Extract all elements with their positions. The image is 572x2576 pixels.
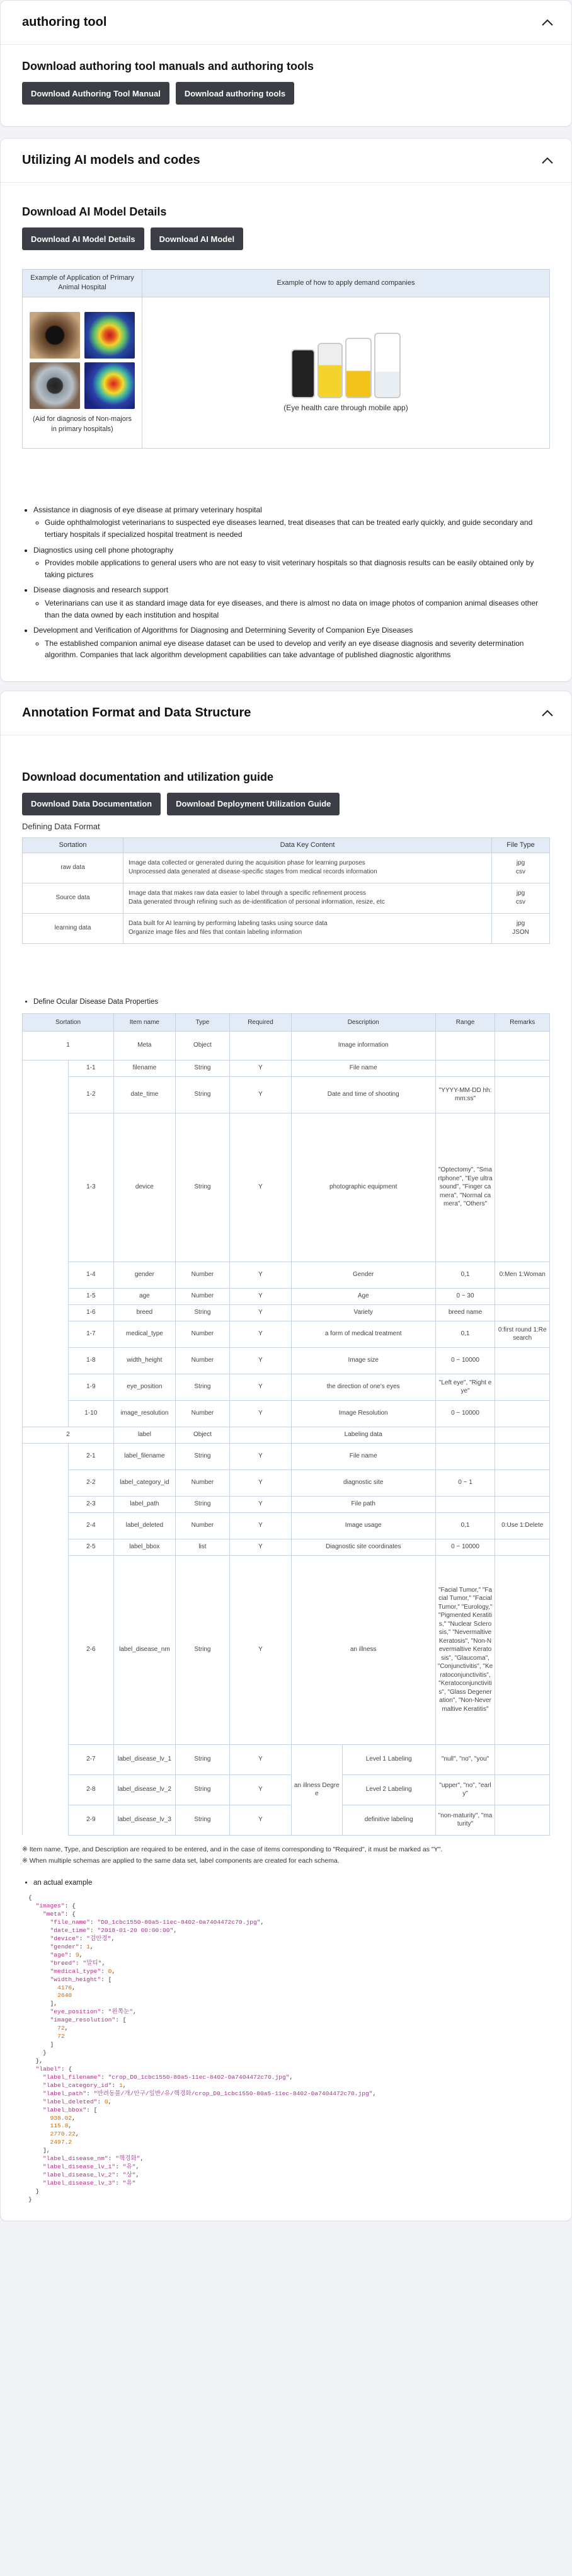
- format-sort: Source data: [23, 883, 123, 913]
- prop-sortation-spacer: [23, 1262, 69, 1288]
- prop-sortation: 1: [23, 1031, 114, 1060]
- prop-range: 0 ~ 10000: [435, 1347, 495, 1374]
- prop-remarks: [495, 1774, 550, 1805]
- ai-models-panel: [0, 138, 572, 682]
- eye-photo-image: [30, 312, 80, 359]
- prop-subsortation: 1-10: [68, 1400, 114, 1427]
- prop-type: Number: [175, 1347, 229, 1374]
- mobile-app-cell: [142, 297, 550, 448]
- table-row: [23, 1496, 550, 1512]
- prop-required: Y: [230, 1496, 292, 1512]
- prop-range: "Facial Tumor," "Facial Tumor," "Facial Tumor," "Eurology," "Pigmented Keratitis," "Nuclear Sclerosis," "Nevermaltive Keratosis", "Non-Nevermaltive Keratosis", "Glaucoma", "Conjunctivitis", "Keratoconjunctivitis", "Keratoconjunctivitis", "Glass Degeneration", "Non-Nevermaltive Keratitis": [435, 1555, 495, 1744]
- prop-subsortation: 1-2: [68, 1076, 114, 1113]
- example-label-list: [33, 1878, 550, 1889]
- prop-description: Image Resolution: [291, 1400, 435, 1427]
- prop-sortation: 2: [23, 1427, 114, 1443]
- prop-item-name: label_deleted: [114, 1512, 176, 1539]
- prop-description: Image information: [291, 1031, 435, 1060]
- prop-remarks: [495, 1374, 550, 1400]
- prop-remarks: [495, 1347, 550, 1374]
- prop-range: "null", "no", "you": [435, 1744, 495, 1774]
- prop-type: String: [175, 1744, 229, 1774]
- prop-header: Sortation: [23, 1013, 114, 1031]
- prop-sortation-spacer: [23, 1060, 69, 1076]
- prop-remarks: [495, 1469, 550, 1496]
- prop-range: "non-maturity", "maturity": [435, 1805, 495, 1835]
- prop-remarks: [495, 1304, 550, 1321]
- prop-range: 0,1: [435, 1321, 495, 1347]
- table-row: [23, 1469, 550, 1496]
- prop-required: Y: [230, 1744, 292, 1774]
- note-line: ※ Item name, Type, and Description are required to be entered, and in the case of items corresponding to "Required", it must be marked as "Y".: [22, 1845, 443, 1853]
- prop-range: [435, 1443, 495, 1469]
- prop-subsortation: 2-1: [68, 1443, 114, 1469]
- table-row: [23, 853, 550, 883]
- format-content-line: Unprocessed data generated at disease-specific stages from medical records information: [129, 868, 377, 876]
- phone-screen-image-2: [317, 343, 343, 398]
- phone-screen-image-4: [374, 333, 401, 398]
- json-example: { "images": { "meta": { "file_name": "D0_1cbc1550-80a5-11ec-8402-0a7404472c70.jpg", "date_time": "2018-01-20 00:00:00", "device": "검안경", "gender": 1, "age": 9, "breed": "말티", "medical_type": 0, "width_height": [ 4176, 2640 ], "eye_position": "왼쪽눈", "image_resolution": [ 72, 72 ] } }, "label": { "label_filename": "crop_D0_1cbc1550-80a5-11ec-8402-0a7404472c70.jpg", "label_category_id": 1, "label_path": "반려동물/개/안구/일반/유/핵경화/crop_D0_1cbc1550-80a5-11ec-8402-0a7404472c70.jpg", "label_deleted": 0, "label_bbox": [ 938.02, 115.8, 2770.22, 2497.2 ], "label_disease_nm": "핵경화", "label_disease_lv_1": "유", "label_disease_lv_2": "상", "label_disease_lv_3": "유" } }: [28, 1894, 377, 2203]
- prop-range: "Left eye", "Right eye": [435, 1374, 495, 1400]
- prop-item-name: device: [114, 1113, 176, 1262]
- prop-sortation-spacer: [23, 1374, 69, 1400]
- prop-subsortation: 2-2: [68, 1469, 114, 1496]
- prop-required: Y: [230, 1539, 292, 1555]
- prop-remarks: [495, 1496, 550, 1512]
- prop-header: Description: [291, 1013, 435, 1031]
- prop-sortation-spacer: [23, 1304, 69, 1321]
- mobile-caption: (Eye health care through mobile app): [283, 403, 408, 413]
- format-filetype: [492, 883, 550, 913]
- prop-range: [435, 1427, 495, 1443]
- prop-description: Age: [291, 1288, 435, 1304]
- prop-item-name: image_resolution: [114, 1400, 176, 1427]
- prop-required: Y: [230, 1347, 292, 1374]
- example-primary-header: Example of Application of Primary Animal Hospital: [23, 270, 142, 297]
- prop-item-name: medical_type: [114, 1321, 176, 1347]
- prop-subsortation: 2-6: [68, 1555, 114, 1744]
- prop-required: Y: [230, 1774, 292, 1805]
- mobile-app-screens: [142, 333, 549, 398]
- prop-remarks: 0:Men 1:Woman: [495, 1262, 550, 1288]
- prop-remarks: [495, 1805, 550, 1835]
- format-label: Defining Data Format: [22, 821, 100, 831]
- use-case-detail: ◦ Guide ophthalmologist veterinarians to suspected eye diseases learned, treat diseases that can be treated early quickly, and guide secondary and tertiary hospitals if specialized hospital treatment is needed: [45, 517, 550, 540]
- prop-type: String: [175, 1113, 229, 1262]
- annotation-format-panel: [0, 691, 572, 2221]
- prop-subsortation: 1-7: [68, 1321, 114, 1347]
- prop-required: Y: [230, 1512, 292, 1539]
- prop-required: Y: [230, 1443, 292, 1469]
- format-filetype: [492, 853, 550, 883]
- prop-sortation-spacer: [23, 1774, 69, 1805]
- table-row: [23, 1262, 550, 1288]
- prop-item-name: width_height: [114, 1347, 176, 1374]
- prop-item-name: label_disease_lv_2: [114, 1774, 176, 1805]
- prop-item-name: label_path: [114, 1496, 176, 1512]
- prop-item-name: age: [114, 1288, 176, 1304]
- authoring-tool-panel: [0, 0, 572, 127]
- use-case-title: Assistance in diagnosis of eye disease at primary veterinary hospital: [33, 505, 262, 514]
- prop-type: Number: [175, 1512, 229, 1539]
- table-row: [23, 1076, 550, 1113]
- prop-required: Y: [230, 1060, 292, 1076]
- prop-level: Level 1 Labeling: [342, 1744, 435, 1774]
- prop-item-name: label_filename: [114, 1443, 176, 1469]
- property-table: [22, 1013, 550, 1836]
- prop-sortation-spacer: [23, 1347, 69, 1374]
- prop-item-name: breed: [114, 1304, 176, 1321]
- format-content-line: Data built for AI learning by performing labeling tasks using source data: [129, 919, 328, 927]
- eye-heatmap-image: [84, 312, 135, 359]
- prop-header: Remarks: [495, 1013, 550, 1031]
- format-content: [123, 883, 492, 913]
- format-filetype-line: jpg: [516, 889, 525, 897]
- prop-subsortation: 2-7: [68, 1744, 114, 1774]
- download-authoring-manual-button[interactable]: Download Authoring Tool Manual: [22, 82, 169, 105]
- prop-header: Type: [175, 1013, 229, 1031]
- prop-type: Number: [175, 1288, 229, 1304]
- prop-required: Y: [230, 1304, 292, 1321]
- prop-item-name: label_disease_lv_3: [114, 1805, 176, 1835]
- authoring-heading: Download authoring tool manuals and authoring tools: [22, 60, 314, 72]
- prop-required: Y: [230, 1469, 292, 1496]
- prop-sortation-spacer: [23, 1076, 69, 1113]
- prop-label: • Define Ocular Disease Data Properties: [33, 997, 550, 1008]
- prop-sortation-spacer: [23, 1744, 69, 1774]
- prop-range: [435, 1031, 495, 1060]
- prop-description: File path: [291, 1496, 435, 1512]
- prop-type: String: [175, 1555, 229, 1744]
- ai-models-title: Utilizing AI models and codes: [22, 153, 200, 167]
- prop-sortation-spacer: [23, 1539, 69, 1555]
- format-content-line: Organize image files and files that contain labeling information: [129, 929, 302, 936]
- prop-description: the direction of one's eyes: [291, 1374, 435, 1400]
- prop-required: Y: [230, 1555, 292, 1744]
- format-filetype-line: jpg: [516, 919, 525, 927]
- table-row: [23, 1539, 550, 1555]
- eye-photo-image-2: [30, 362, 80, 409]
- prop-level: Level 2 Labeling: [342, 1774, 435, 1805]
- prop-description: Variety: [291, 1304, 435, 1321]
- format-content: [123, 913, 492, 943]
- format-sort: raw data: [23, 853, 123, 883]
- prop-required: Y: [230, 1400, 292, 1427]
- format-filetype: [492, 913, 550, 943]
- prop-description: Image usage: [291, 1512, 435, 1539]
- prop-item-name: label_disease_lv_1: [114, 1744, 176, 1774]
- prop-description: Labeling data: [291, 1427, 435, 1443]
- prop-sortation-spacer: [23, 1805, 69, 1835]
- prop-item-name: date_time: [114, 1076, 176, 1113]
- ai-use-cases-list: [33, 504, 550, 661]
- use-case-title: Development and Verification of Algorithms for Diagnosing and Determining Severity of Companion Eye Diseases: [33, 626, 413, 635]
- prop-sortation-spacer: [23, 1512, 69, 1539]
- prop-description: Gender: [291, 1262, 435, 1288]
- table-row: [23, 1427, 550, 1443]
- prop-header: Range: [435, 1013, 495, 1031]
- prop-type: String: [175, 1060, 229, 1076]
- prop-subsortation: 1-3: [68, 1113, 114, 1262]
- prop-range: 0,1: [435, 1512, 495, 1539]
- prop-range: "Optectomy", "Smartphone", "Eye ultrasound", "Finger camera", "Normal camera", "Others": [435, 1113, 495, 1262]
- prop-type: list: [175, 1539, 229, 1555]
- prop-remarks: [495, 1076, 550, 1113]
- data-format-table: [22, 837, 550, 944]
- table-row: [23, 1400, 550, 1427]
- ai-models-header[interactable]: [1, 139, 571, 183]
- prop-sortation-spacer: [23, 1400, 69, 1427]
- prop-type: String: [175, 1076, 229, 1113]
- download-ai-model-button[interactable]: Download AI Model: [151, 227, 243, 250]
- format-header: File Type: [492, 837, 550, 853]
- prop-description: File name: [291, 1443, 435, 1469]
- prop-description: a form of medical treatment: [291, 1321, 435, 1347]
- download-ai-details-button[interactable]: Download AI Model Details: [22, 227, 144, 250]
- prop-type: String: [175, 1496, 229, 1512]
- table-row: [23, 1321, 550, 1347]
- example-label: • an actual example: [33, 1878, 550, 1889]
- prop-range: "upper", "no", "early": [435, 1774, 495, 1805]
- use-case-title: Disease diagnosis and research support: [33, 585, 169, 595]
- list-item: [33, 584, 550, 621]
- prop-description: diagnostic site: [291, 1469, 435, 1496]
- prop-subsortation: 1-9: [68, 1374, 114, 1400]
- table-row: [23, 1774, 550, 1805]
- prop-remarks: [495, 1400, 550, 1427]
- table-row: [23, 1288, 550, 1304]
- example-companies-header: Example of how to apply demand companies: [142, 270, 550, 297]
- notes: [22, 1844, 550, 1867]
- note-line: ※ When multiple schemas are applied to the same data set, label components are created for each schema.: [22, 1856, 340, 1865]
- download-authoring-tools-button[interactable]: Download authoring tools: [176, 82, 294, 105]
- prop-type: Number: [175, 1400, 229, 1427]
- prop-description: Image size: [291, 1347, 435, 1374]
- list-item: [33, 504, 550, 541]
- prop-type: Number: [175, 1321, 229, 1347]
- table-row: [23, 1805, 550, 1835]
- prop-type: Number: [175, 1262, 229, 1288]
- prop-remarks: [495, 1744, 550, 1774]
- table-row: [23, 1031, 550, 1060]
- prop-range: 0 ~ 1: [435, 1469, 495, 1496]
- prop-type: String: [175, 1774, 229, 1805]
- prop-required: [230, 1427, 292, 1443]
- prop-range: breed name: [435, 1304, 495, 1321]
- primary-caption: (Aid for diagnosis of Non-majors in primary hospitals): [32, 415, 132, 434]
- prop-subsortation: 2-3: [68, 1496, 114, 1512]
- prop-description: File name: [291, 1060, 435, 1076]
- prop-sortation-spacer: [23, 1469, 69, 1496]
- prop-remarks: 0:Use 1:Delete: [495, 1512, 550, 1539]
- prop-degree: an illness Degree: [291, 1744, 342, 1835]
- prop-required: Y: [230, 1321, 292, 1347]
- format-content-line: Data generated through refining such as de-identification of personal information, resize, etc: [129, 899, 385, 906]
- application-example-table: [22, 269, 550, 449]
- prop-item-name: Meta: [114, 1031, 176, 1060]
- prop-sortation-spacer: [23, 1321, 69, 1347]
- prop-header: Required: [230, 1013, 292, 1031]
- prop-item-name: label_bbox: [114, 1539, 176, 1555]
- format-sort: learning data: [23, 913, 123, 943]
- table-row: [23, 883, 550, 913]
- prop-subsortation: 1-5: [68, 1288, 114, 1304]
- prop-type: Number: [175, 1469, 229, 1496]
- prop-sortation-spacer: [23, 1443, 69, 1469]
- annotation-format-header[interactable]: [1, 691, 571, 735]
- ai-heading: Download AI Model Details: [22, 205, 167, 218]
- eye-heatmap-image-2: [84, 362, 135, 409]
- use-case-detail: ◦ Veterinarians can use it as standard image data for eye diseases, and there is almost no data on image photos of companion animal diseases other than the data owned by each institution and hospital: [45, 597, 550, 621]
- format-filetype-line: csv: [516, 899, 525, 906]
- prop-subsortation: 2-4: [68, 1512, 114, 1539]
- prop-type: String: [175, 1374, 229, 1400]
- prop-item-name: label_disease_nm: [114, 1555, 176, 1744]
- format-content-line: Image data that makes raw data easier to label through a specific refinement process: [129, 889, 366, 897]
- prop-range: 0 ~ 30: [435, 1288, 495, 1304]
- prop-sortation-spacer: [23, 1555, 69, 1744]
- table-row: [23, 1374, 550, 1400]
- eye-image-grid: [26, 310, 138, 411]
- download-utilization-guide-button[interactable]: Download Deployment Utilization Guide: [167, 793, 340, 815]
- prop-item-name: label: [114, 1427, 176, 1443]
- prop-type: Object: [175, 1031, 229, 1060]
- format-header: Data Key Content: [123, 837, 492, 853]
- prop-remarks: [495, 1031, 550, 1060]
- prop-subsortation: 2-5: [68, 1539, 114, 1555]
- table-row: [23, 1113, 550, 1262]
- eye-images-cell: [23, 297, 142, 448]
- prop-required: [230, 1031, 292, 1060]
- format-filetype-line: JSON: [512, 929, 529, 936]
- download-data-documentation-button[interactable]: Download Data Documentation: [22, 793, 161, 815]
- prop-type: Object: [175, 1427, 229, 1443]
- prop-sortation-spacer: [23, 1288, 69, 1304]
- format-filetype-line: csv: [516, 868, 525, 876]
- use-case-detail: ◦ The established companion animal eye disease dataset can be used to develop and verify an eye disease diagnosis and severity determination algorithm. Companies that lack algorithm development capabilities can take advantage of published diagnostic algorithms: [45, 638, 550, 661]
- prop-range: "YYYY-MM-DD hh:mm:ss": [435, 1076, 495, 1113]
- format-content-line: Image data collected or generated during the acquisition phase for learning purposes: [129, 859, 365, 866]
- prop-required: Y: [230, 1262, 292, 1288]
- use-case-title: Diagnostics using cell phone photography: [33, 545, 174, 555]
- format-content: [123, 853, 492, 883]
- prop-label-list: [33, 997, 550, 1008]
- prop-remarks: [495, 1555, 550, 1744]
- table-row: [23, 1512, 550, 1539]
- chevron-up-icon[interactable]: [539, 14, 556, 32]
- table-row: [23, 1304, 550, 1321]
- table-row: [23, 1347, 550, 1374]
- authoring-tool-header[interactable]: [1, 1, 571, 45]
- prop-remarks: [495, 1113, 550, 1262]
- phone-screen-image: [291, 349, 315, 398]
- prop-description: photographic equipment: [291, 1113, 435, 1262]
- prop-range: [435, 1496, 495, 1512]
- table-row: [23, 1060, 550, 1076]
- chevron-up-icon[interactable]: [539, 704, 556, 722]
- table-row: [23, 1443, 550, 1469]
- table-row: [23, 913, 550, 943]
- use-case-detail: ◦ Provides mobile applications to general users who are not easy to visit veterinary hospitals so that diagnosis results can be easily obtained only by taking pictures: [45, 557, 550, 580]
- prop-range: 0,1: [435, 1262, 495, 1288]
- prop-remarks: [495, 1443, 550, 1469]
- prop-required: Y: [230, 1288, 292, 1304]
- prop-type: String: [175, 1304, 229, 1321]
- prop-required: Y: [230, 1374, 292, 1400]
- table-row: [23, 1555, 550, 1744]
- prop-description: Diagnostic site coordinates: [291, 1539, 435, 1555]
- prop-range: 0 ~ 10000: [435, 1539, 495, 1555]
- prop-sortation-spacer: [23, 1496, 69, 1512]
- annotation-heading: Download documentation and utilization guide: [22, 770, 273, 783]
- format-header: Sortation: [23, 837, 123, 853]
- prop-item-name: label_category_id: [114, 1469, 176, 1496]
- prop-header: Item name: [114, 1013, 176, 1031]
- format-filetype-line: jpg: [516, 859, 525, 866]
- prop-required: Y: [230, 1076, 292, 1113]
- prop-item-name: eye_position: [114, 1374, 176, 1400]
- prop-description: Date and time of shooting: [291, 1076, 435, 1113]
- prop-subsortation: 2-9: [68, 1805, 114, 1835]
- prop-description: an illness: [291, 1555, 435, 1744]
- prop-subsortation: 2-8: [68, 1774, 114, 1805]
- list-item: [33, 544, 550, 581]
- authoring-tool-title: authoring tool: [22, 15, 107, 29]
- phone-screen-image-3: [345, 338, 372, 398]
- prop-range: [435, 1060, 495, 1076]
- prop-subsortation: 1-6: [68, 1304, 114, 1321]
- prop-subsortation: 1-4: [68, 1262, 114, 1288]
- table-row: [23, 1744, 550, 1774]
- prop-remarks: [495, 1288, 550, 1304]
- list-item: [33, 624, 550, 661]
- prop-required: Y: [230, 1805, 292, 1835]
- prop-remarks: 0:first round 1:Research: [495, 1321, 550, 1347]
- prop-subsortation: 1-8: [68, 1347, 114, 1374]
- prop-item-name: gender: [114, 1262, 176, 1288]
- prop-sortation-spacer: [23, 1113, 69, 1262]
- chevron-up-icon[interactable]: [539, 152, 556, 170]
- prop-required: Y: [230, 1113, 292, 1262]
- prop-subsortation: 1-1: [68, 1060, 114, 1076]
- prop-level: definitive labeling: [342, 1805, 435, 1835]
- prop-range: 0 ~ 10000: [435, 1400, 495, 1427]
- annotation-format-title: Annotation Format and Data Structure: [22, 705, 251, 720]
- prop-remarks: [495, 1539, 550, 1555]
- prop-type: String: [175, 1805, 229, 1835]
- prop-item-name: filename: [114, 1060, 176, 1076]
- prop-remarks: [495, 1060, 550, 1076]
- prop-type: String: [175, 1443, 229, 1469]
- prop-remarks: [495, 1427, 550, 1443]
